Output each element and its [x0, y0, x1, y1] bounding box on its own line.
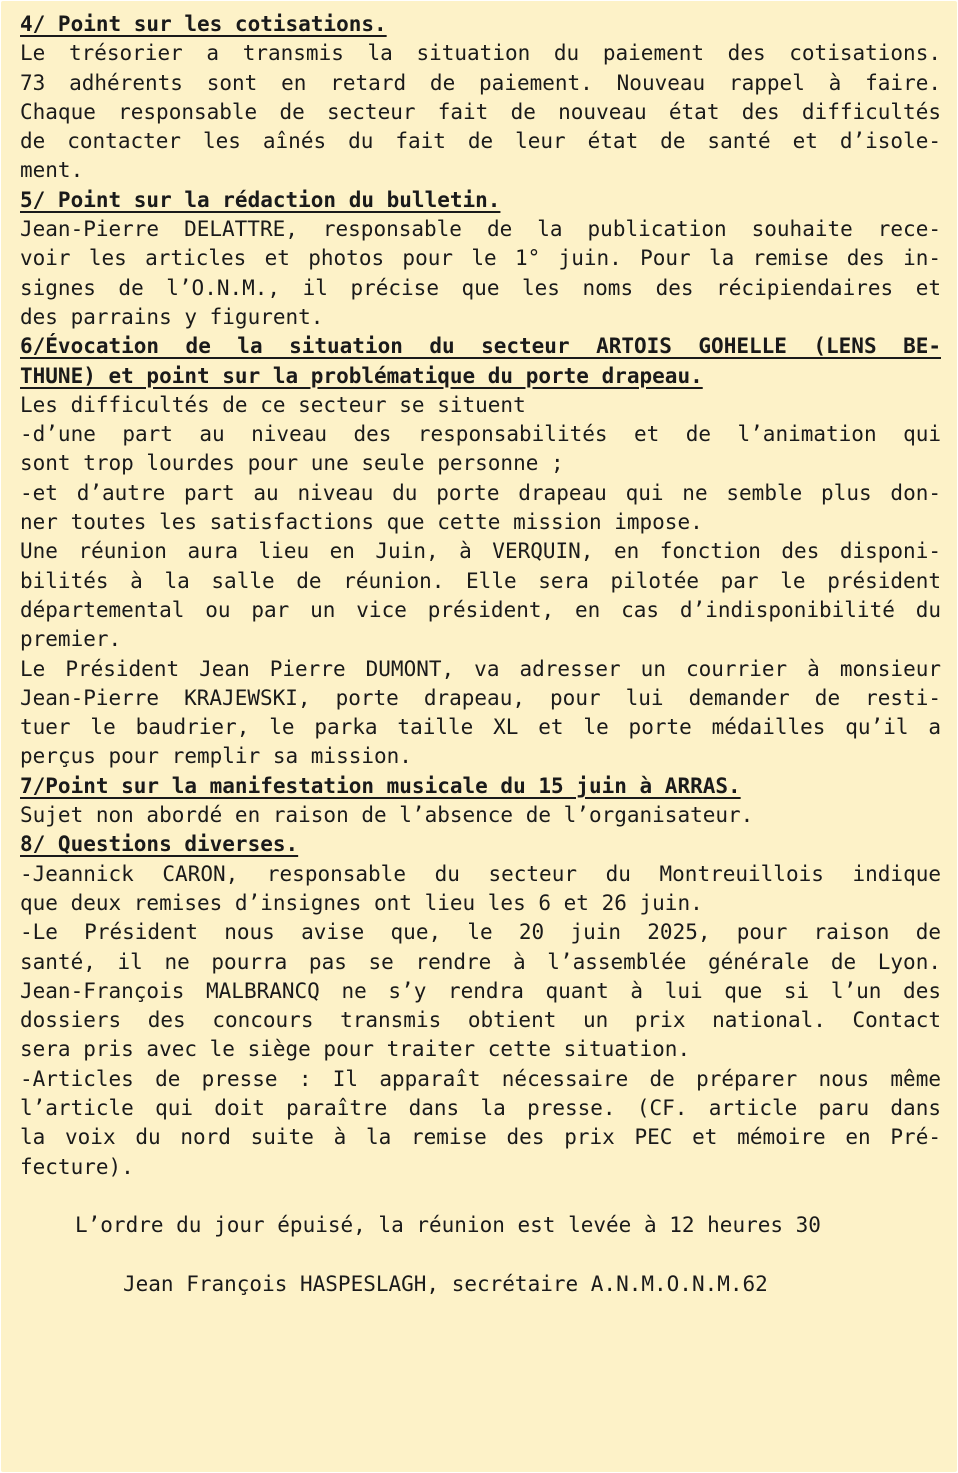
text-line: -Jeannick CARON, responsable du secteur du Montreuillois indique — [20, 861, 941, 886]
text-line: signes de l’O.N.M., il précise que les noms des récipiendaires et — [20, 275, 941, 300]
text-line: Jean-François MALBRANCQ ne s’y rendra quant à lui que si l’un des — [20, 978, 941, 1003]
text-line: la voix du nord suite à la remise des prix PEC et mémoire en Pré- — [20, 1125, 941, 1150]
section-heading: 7/Point sur la manifestation musicale du 15 juin à ARRAS. — [20, 773, 741, 798]
text-line: sera pris avec le siège pour traiter cette situation. — [20, 1037, 691, 1062]
document-body — [20, 10, 941, 1299]
text-line: -Le Président nous avise que, le 20 juin 2025, pour raison de — [20, 920, 941, 945]
text-line: Le Président Jean Pierre DUMONT, va adresser un courrier à monsieur — [20, 656, 941, 681]
text-line: de contacter les aînés du fait de leur état de santé et d’isole- — [20, 129, 941, 154]
text-line: ner toutes les satisfactions que cette mission impose. — [20, 510, 703, 535]
text-line: des parrains y figurent. — [20, 304, 324, 329]
text-line: Une réunion aura lieu en Juin, à VERQUIN, en fonction des disponi- — [20, 539, 941, 564]
text-line: sont trop lourdes pour une seule personne ; — [20, 451, 564, 476]
text-line: dossiers des concours transmis obtient un prix national. Contact — [20, 1008, 941, 1033]
text-line: 73 adhérents sont en retard de paiement. Nouveau rappel à faire. — [20, 70, 941, 95]
signature: Jean François HASPESLAGH, secrétaire A.N.M.O.N.M.62 — [123, 1271, 768, 1296]
text-line: ment. — [20, 158, 84, 183]
text-line: Le trésorier a transmis la situation du paiement des cotisations. — [20, 41, 941, 66]
text-line: que deux remises d’insignes ont lieu les 6 et 26 juin. — [20, 890, 703, 915]
text-line: Sujet non abordé en raison de l’absence de l’organisateur. — [20, 803, 754, 828]
text-line: Chaque responsable de secteur fait de nouveau état des difficultés — [20, 99, 941, 124]
text-line: premier. — [20, 627, 122, 652]
text-line: -d’une part au niveau des responsabilités et de l’animation qui — [20, 422, 941, 447]
text-line: perçus pour remplir sa mission. — [20, 744, 412, 769]
document-page — [1, 1, 957, 1472]
section-heading: THUNE) et point sur la problématique du porte drapeau. — [20, 363, 703, 388]
section-heading: 5/ Point sur la rédaction du bulletin. — [20, 187, 501, 212]
text-line: bilités à la salle de réunion. Elle sera pilotée par le président — [20, 568, 941, 593]
text-line: départemental ou par un vice président, en cas d’indisponibilité du — [20, 597, 941, 622]
text-line: l’article qui doit paraître dans la presse. (CF. article paru dans — [20, 1095, 941, 1120]
text-line: fecture). — [20, 1154, 134, 1179]
spacer — [20, 1182, 941, 1211]
spacer — [20, 1240, 941, 1269]
section-heading: 8/ Questions diverses. — [20, 832, 299, 857]
closing-statement: L’ordre du jour épuisé, la réunion est levée à 12 heures 30 — [75, 1213, 821, 1238]
section-heading: 6/Évocation de la situation du secteur ARTOIS GOHELLE (LENS BE- — [20, 334, 941, 359]
section-heading: 4/ Point sur les cotisations. — [20, 12, 387, 36]
text-line: voir les articles et photos pour le 1° juin. Pour la remise des in- — [20, 246, 941, 271]
text-line: santé, il ne pourra pas se rendre à l’assemblée générale de Lyon. — [20, 949, 941, 974]
text-line: -et d’autre part au niveau du porte drapeau qui ne semble plus don- — [20, 480, 941, 505]
text-line: tuer le baudrier, le parka taille XL et le porte médailles qu’il a — [20, 715, 941, 740]
text-line: Jean-Pierre KRAJEWSKI, porte drapeau, pour lui demander de resti- — [20, 685, 941, 710]
text-line: Jean-Pierre DELATTRE, responsable de la publication souhaite rece- — [20, 217, 941, 242]
text-line: -Articles de presse : Il apparaît nécessaire de préparer nous même — [20, 1066, 941, 1091]
text-line: Les difficultés de ce secteur se situent — [20, 392, 526, 417]
